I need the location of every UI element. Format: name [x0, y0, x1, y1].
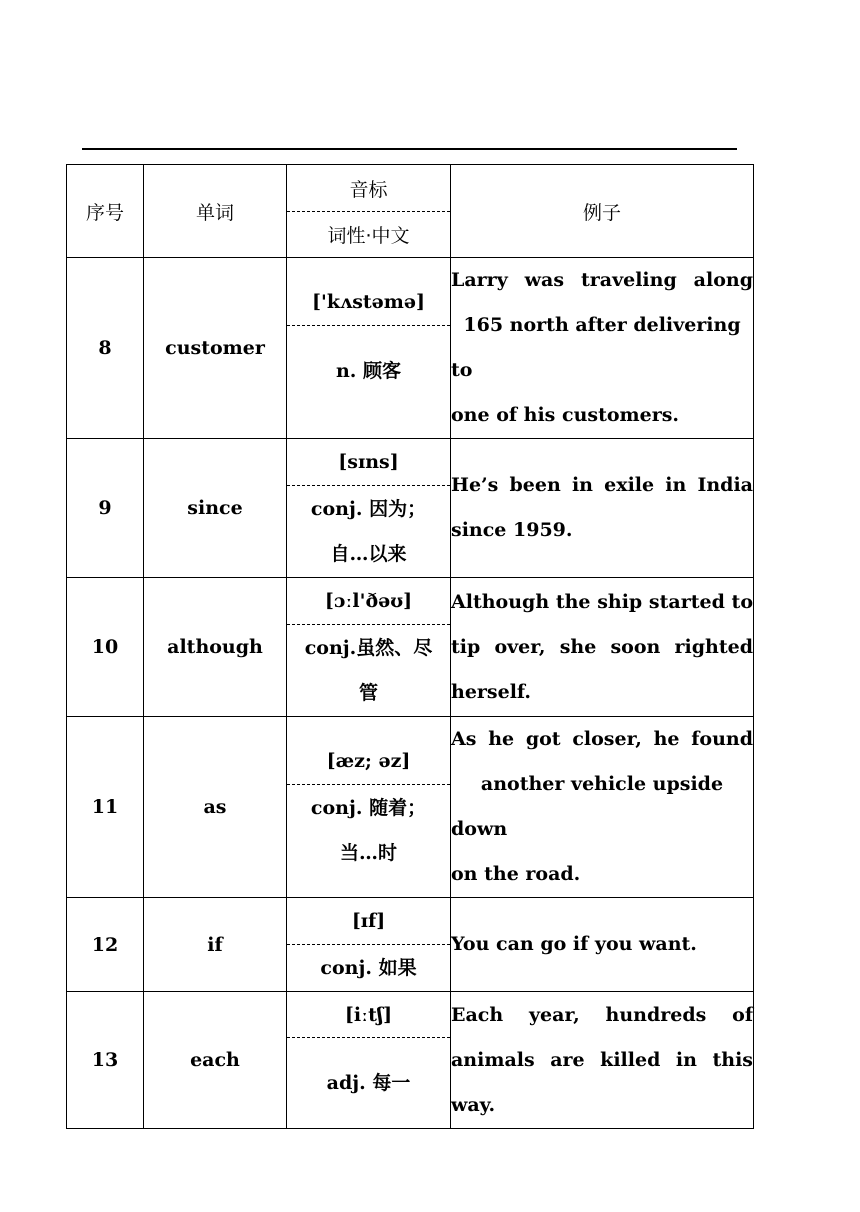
meaning-line: conj. 如果 [320, 956, 417, 979]
header-example: 例子 [451, 165, 754, 258]
example-line: Although the ship started to [451, 590, 753, 613]
row-meaning [287, 1038, 450, 1128]
row-meaning [287, 486, 450, 577]
row-phonetic: ['kʌstəmə] [312, 291, 425, 313]
table-row [67, 258, 754, 439]
top-rule [82, 148, 737, 150]
example-line: 165 north after delivering to [451, 314, 741, 381]
example-line: way. [451, 1093, 496, 1116]
example-line: He’s been in exile in India [451, 474, 753, 496]
row-word: each [144, 992, 287, 1129]
header-word: 单词 [144, 165, 287, 258]
header-pos-meaning: 词性·中文 [327, 225, 410, 247]
example-line: tip over, she soon righted [451, 635, 753, 658]
example-line: since 1959. [451, 519, 573, 541]
vocabulary-table [66, 164, 754, 1129]
meaning-line: n. 顾客 [335, 359, 402, 382]
table-row [67, 439, 754, 578]
row-phonetic: [sɪns] [338, 451, 399, 473]
row-phonetic-cell [287, 439, 451, 578]
row-meaning [287, 945, 450, 991]
row-word: although [144, 578, 287, 717]
table-row [67, 992, 754, 1129]
row-example [451, 992, 754, 1129]
row-phonetic: [ɔːl'ðəʊ] [324, 590, 413, 612]
row-example [451, 258, 754, 439]
row-word: since [144, 439, 287, 578]
row-phonetic: [ɪf] [351, 910, 386, 932]
row-num: 13 [67, 992, 144, 1129]
row-meaning [287, 326, 450, 417]
example-line: one of his customers. [451, 404, 680, 426]
row-phonetic-cell [287, 717, 451, 898]
meaning-line: adj. 每一 [326, 1071, 411, 1094]
row-word: as [144, 717, 287, 898]
example-line: As he got closer, he found [451, 728, 753, 750]
example-line: You can go if you want. [451, 933, 697, 955]
row-example [451, 439, 754, 578]
row-word: if [144, 898, 287, 992]
row-phonetic-cell [287, 578, 451, 717]
example-line: another vehicle upside down [451, 773, 724, 840]
meaning-line: 自…以来 [330, 542, 407, 565]
meaning-line: conj. 随着； [310, 796, 427, 819]
row-phonetic-cell [287, 898, 451, 992]
row-phonetic-cell [287, 258, 451, 439]
row-num: 8 [67, 258, 144, 439]
table-row [67, 717, 754, 898]
example-line: Each year, hundreds of [451, 1003, 753, 1026]
row-word: customer [144, 258, 287, 439]
meaning-line: conj. 因为； [310, 497, 427, 520]
row-phonetic: [iːtʃ] [344, 1003, 393, 1026]
header-num: 序号 [67, 165, 144, 258]
example-line: Larry was traveling along [451, 269, 753, 291]
meaning-line: conj.虽然、尽 [304, 636, 433, 659]
header-phonetic: 音标 [349, 178, 388, 201]
row-num: 11 [67, 717, 144, 898]
meaning-line: 管 [358, 681, 378, 704]
table-row [67, 898, 754, 992]
table-header-row [67, 165, 754, 258]
row-num: 12 [67, 898, 144, 992]
table-row [67, 578, 754, 717]
row-example [451, 898, 754, 992]
example-line: animals are killed in this [451, 1048, 753, 1071]
example-line: on the road. [451, 863, 581, 885]
row-meaning [287, 785, 450, 876]
row-num: 9 [67, 439, 144, 578]
example-line: herself. [451, 680, 532, 703]
row-num: 10 [67, 578, 144, 717]
row-phonetic-cell [287, 992, 451, 1129]
row-example [451, 717, 754, 898]
header-phonetic-cell [287, 165, 451, 258]
row-phonetic: [æz; əz] [326, 750, 411, 772]
row-example [451, 578, 754, 717]
row-meaning [287, 625, 450, 716]
meaning-line: 当…时 [339, 841, 397, 864]
